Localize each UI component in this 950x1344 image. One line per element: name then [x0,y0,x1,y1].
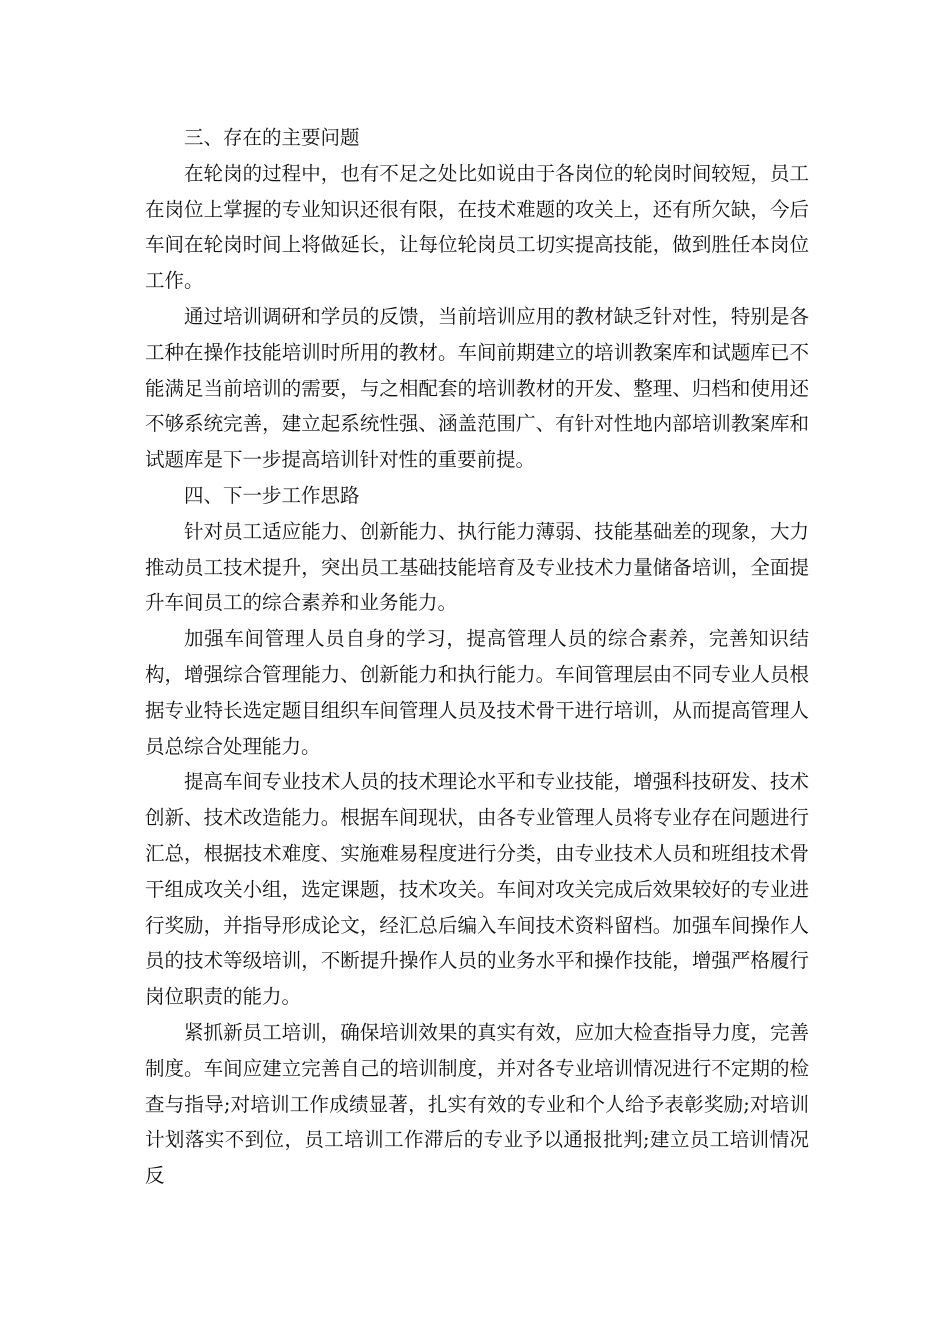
paragraph-rotation-shortcomings: 在轮岗的过程中，也有不足之处比如说由于各岗位的轮岗时间较短，员工在岗位上掌握的专业知识还很有限，在技术难题的攻关上，还有所欠缺，今后车间在轮岗时间上将做延长，让每位轮岗员工切实提高技能，做到胜任本岗位工作。 [145,161,809,293]
section-heading-next-steps: 四、下一步工作思路 [184,483,360,507]
paragraph-new-employee-training: 紧抓新员工培训，确保培训效果的真实有效，应加大检查指导力度，完善制度。车间应建立完善自己的培训制度，并对各专业培训情况进行不定期的检查与指导;对培训工作成绩显著，扎实有效的专业和个人给予表彰奖励;对培训计划落实不到位，员工培训工作滞后的专业予以通报批判;建立员工培训情况反 [145,1020,809,1188]
paragraph-employee-skills: 针对员工适应能力、创新能力、执行能力薄弱、技能基础差的现象，大力推动员工技术提升，突出员工基础技能培育及专业技术力量储备培训，全面提升车间员工的综合素养和业务能力。 [145,519,809,615]
paragraph-training-materials: 通过培训调研和学员的反馈，当前培训应用的教材缺乏针对性，特别是各工种在操作技能培训时所用的教材。车间前期建立的培训教案库和试题库已不能满足当前培训的需要，与之相配套的培训教材的开发、整理、归档和使用还不够系统完善，建立起系统性强、涵盖范围广、有针对性地内部培训教案库和试题库是下一步提高培训针对性的重要前提。 [145,304,809,472]
document-page [145,120,809,1194]
section-heading-problems: 三、存在的主要问题 [184,126,360,149]
paragraph-management-learning: 加强车间管理人员自身的学习，提高管理人员的综合素养，完善知识结构，增强综合管理能力、创新能力和执行能力。车间管理层由不同专业人员根据专业特长选定题目组织车间管理人员及技术骨干进行培训，从而提高管理人员总综合处理能力。 [145,627,809,758]
paragraph-technical-staff: 提高车间专业技术人员的技术理论水平和专业技能，增强科技研发、技术创新、技术改造能力。根据车间现状，由各专业管理人员将专业存在问题进行汇总，根据技术难度、实施难易程度进行分类，由专业技术人员和班组技术骨干组成攻关小组，选定课题，技术攻关。车间对攻关完成后效果较好的专业进行奖励，并指导形成论文，经汇总后编入车间技术资料留档。加强车间操作人员的技术等级培训，不断提升操作人员的业务水平和操作技能，增强严格履行岗位职责的能力。 [145,770,809,1009]
